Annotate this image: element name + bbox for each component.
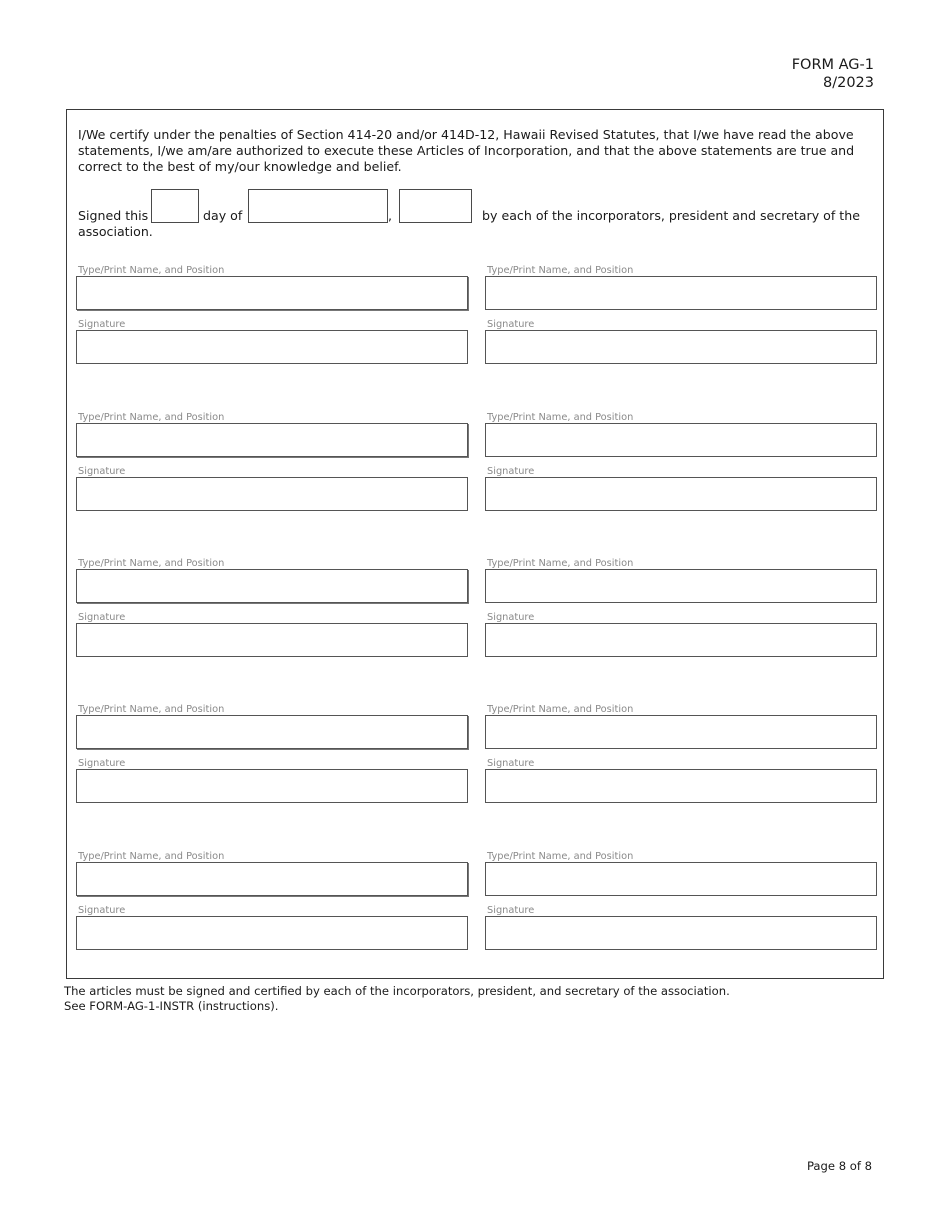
- name-position-input[interactable]: [485, 715, 877, 749]
- signature-label: Signature: [487, 905, 535, 916]
- certification-panel: [66, 109, 884, 979]
- name-position-input[interactable]: [76, 862, 468, 896]
- name-position-input[interactable]: [485, 569, 877, 603]
- signature-input[interactable]: [485, 330, 877, 364]
- name-position-input[interactable]: [76, 423, 468, 457]
- day-of-label: day of: [203, 208, 243, 223]
- signature-label: Signature: [487, 758, 535, 769]
- certification-statement: I/We certify under the penalties of Section 414-20 and/or 414D-12, Hawaii Revised Statutes, that I/we have read the above statements, I/we am/are authorized to execute these Articles of Incorporation, and that the above statements are true and correct to the best of my/our knowledge and belief.: [78, 127, 855, 174]
- name-position-label: Type/Print Name, and Position: [78, 265, 225, 276]
- form-date: 8/2023: [822, 75, 874, 91]
- signature-label: Signature: [78, 612, 126, 623]
- signed-this-label: Signed this: [78, 208, 149, 223]
- name-position-label: Type/Print Name, and Position: [487, 558, 634, 569]
- name-position-input[interactable]: [485, 276, 877, 310]
- footer-note: [64, 984, 730, 1014]
- signature-label: Signature: [487, 612, 535, 623]
- signature-input[interactable]: [76, 477, 468, 511]
- name-position-input[interactable]: [76, 715, 468, 749]
- signature-label: Signature: [78, 466, 126, 477]
- footer-note-line1: The articles must be signed and certified by each of the incorporators, president, and secretary of the association.: [64, 984, 730, 998]
- association-label: association.: [78, 224, 153, 239]
- name-position-label: Type/Print Name, and Position: [78, 704, 225, 715]
- page-number: Page 8 of 8: [806, 1159, 872, 1173]
- signed-year-input[interactable]: [399, 189, 472, 223]
- signed-month-input[interactable]: [248, 189, 388, 223]
- form-name: FORM AG-1: [791, 57, 874, 73]
- name-position-label: Type/Print Name, and Position: [487, 412, 634, 423]
- signature-input[interactable]: [76, 916, 468, 950]
- footer-note-line2: See FORM-AG-1-INSTR (instructions).: [64, 999, 279, 1013]
- signature-label: Signature: [78, 319, 126, 330]
- name-position-input[interactable]: [76, 276, 468, 310]
- name-position-label: Type/Print Name, and Position: [487, 851, 634, 862]
- signature-input[interactable]: [485, 477, 877, 511]
- name-position-label: Type/Print Name, and Position: [78, 412, 225, 423]
- form-identifier: [792, 56, 874, 92]
- signature-label: Signature: [487, 319, 535, 330]
- name-position-label: Type/Print Name, and Position: [78, 558, 225, 569]
- signature-label: Signature: [78, 758, 126, 769]
- signature-input[interactable]: [485, 623, 877, 657]
- by-each-label: by each of the incorporators, president and secretary of the: [482, 208, 860, 223]
- signature-input[interactable]: [76, 623, 468, 657]
- signature-label: Signature: [78, 905, 126, 916]
- signature-input[interactable]: [76, 330, 468, 364]
- signature-label: Signature: [487, 466, 535, 477]
- signature-input[interactable]: [485, 769, 877, 803]
- name-position-label: Type/Print Name, and Position: [487, 265, 634, 276]
- signed-date-row: [67, 110, 883, 250]
- signature-input[interactable]: [485, 916, 877, 950]
- name-position-input[interactable]: [485, 423, 877, 457]
- signed-day-input[interactable]: [151, 189, 199, 223]
- name-position-label: Type/Print Name, and Position: [78, 851, 225, 862]
- date-comma: ,: [388, 208, 393, 223]
- signature-input[interactable]: [76, 769, 468, 803]
- name-position-input[interactable]: [76, 569, 468, 603]
- name-position-label: Type/Print Name, and Position: [487, 704, 634, 715]
- name-position-input[interactable]: [485, 862, 877, 896]
